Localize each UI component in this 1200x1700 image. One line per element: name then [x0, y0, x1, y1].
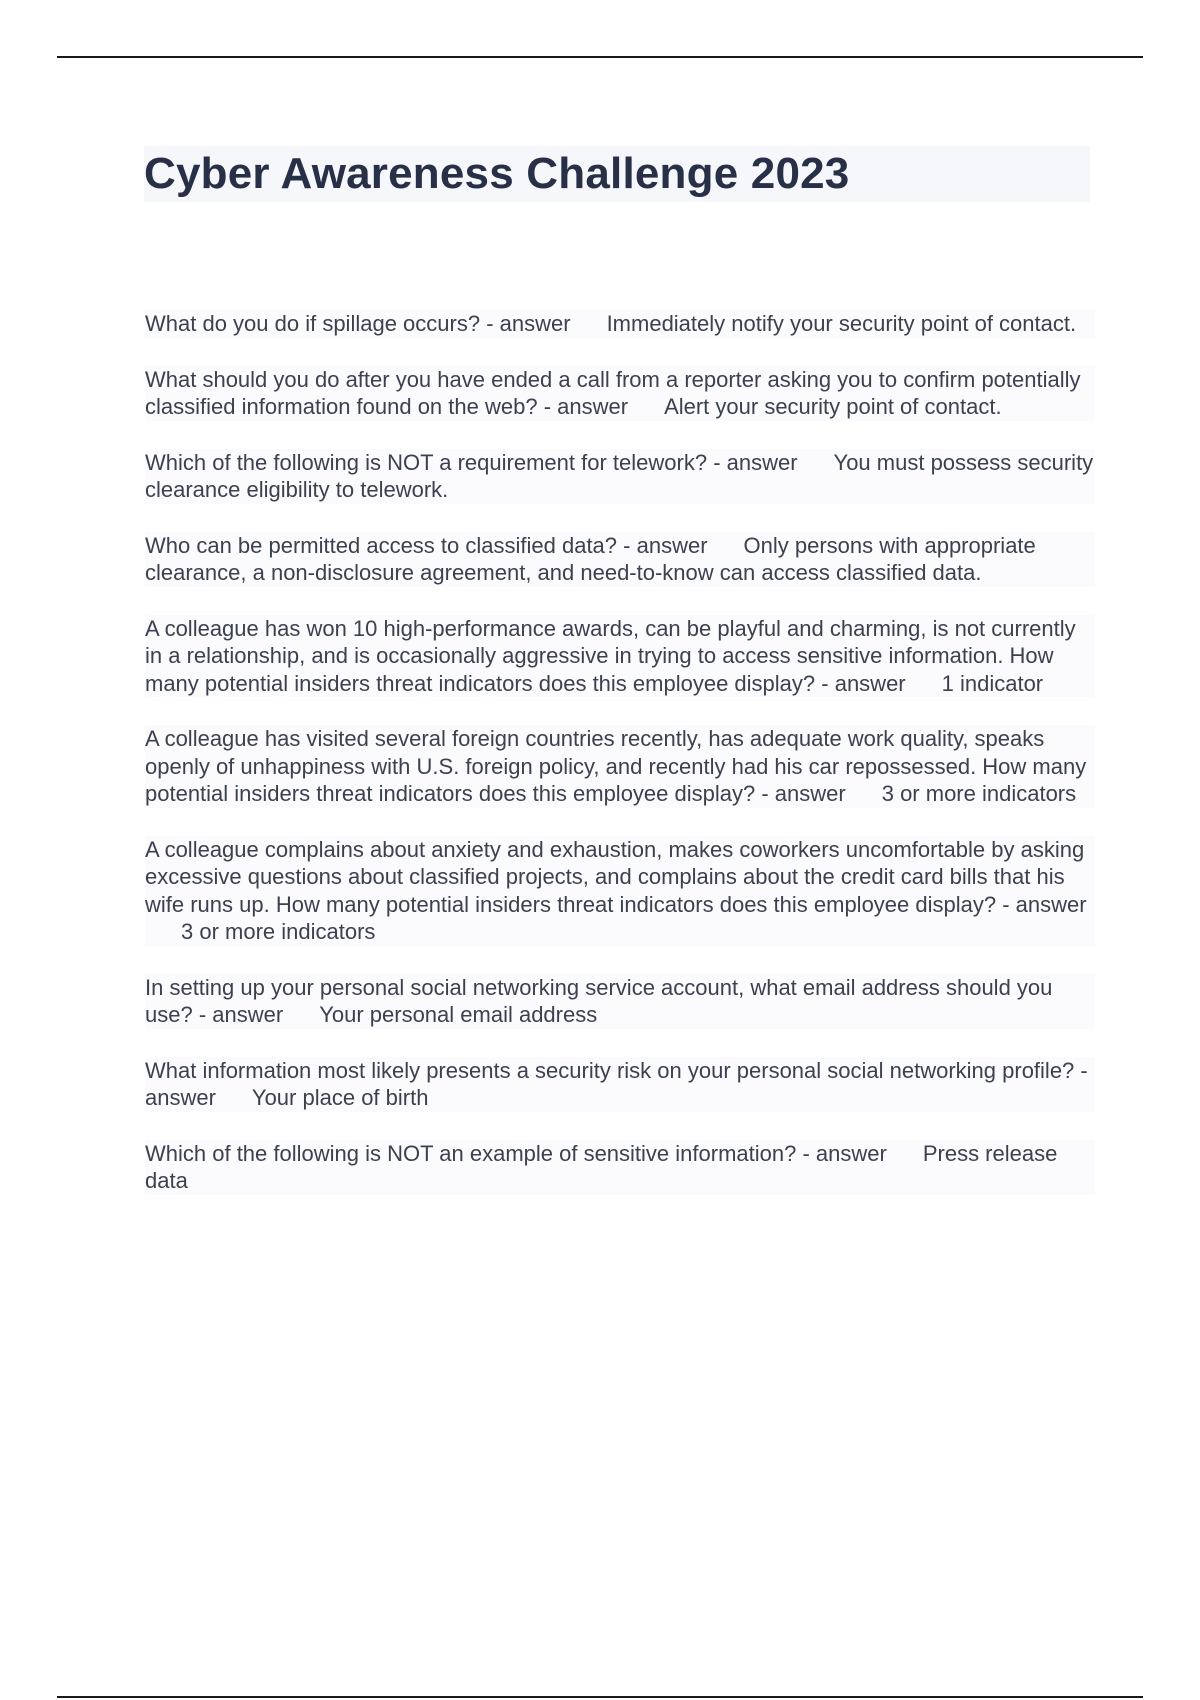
answer-text: 3 or more indicators	[181, 919, 376, 944]
bottom-divider	[57, 1696, 1143, 1698]
answer-text: You must possess security clearance eligibility to telework.	[145, 449, 1094, 502]
qa-item	[145, 725, 1095, 808]
qa-item	[145, 1057, 1095, 1112]
answer-text: Only persons with appropriate clearance, a non-disclosure agreement, and need-to-know can access classified data.	[145, 532, 1036, 585]
question-text: Who can be permitted access to classified data?	[145, 532, 618, 558]
answer-text: Your personal email address	[319, 1002, 598, 1027]
answer-separator: - answer	[713, 449, 798, 475]
qa-item	[145, 366, 1095, 421]
qa-item	[145, 836, 1095, 946]
answer-text: Alert your security point of contact.	[664, 394, 1002, 419]
question-text: Which of the following is NOT a requirement for telework?	[145, 449, 708, 475]
qa-item	[145, 310, 1095, 338]
qa-item	[145, 1140, 1095, 1195]
page-title: Cyber Awareness Challenge 2023	[144, 149, 850, 198]
question-text: What should you do after you have ended a call from a reporter asking you to confirm potentially classified information found on the web?	[145, 366, 1081, 419]
answer-text: 3 or more indicators	[881, 781, 1077, 806]
question-text: A colleague has won 10 high-performance awards, can be playful and charming, is not currently in a relationship, and is occasionally aggressive in trying to access sensitive information. How many potential insiders threat indicators does this employee display?	[145, 615, 1076, 696]
question-text: A colleague complains about anxiety and exhaustion, makes coworkers uncomfortable by asking excessive questions about classified projects, and complains about the credit card bills that his wife runs up. How many potential insiders threat indicators does this employee display?	[145, 836, 1085, 917]
answer-text: Press release data	[145, 1140, 1058, 1193]
answer-text: Immediately notify your security point of contact.	[606, 311, 1077, 336]
top-divider	[57, 56, 1143, 58]
answer-separator: - answer	[198, 1002, 284, 1027]
qa-item	[145, 974, 1095, 1029]
answer-separator: - answer	[145, 1057, 1088, 1110]
answer-text: Your place of birth	[251, 1085, 429, 1110]
answer-text: 1 indicator	[941, 670, 1044, 696]
question-text: Which of the following is NOT an example of sensitive information?	[145, 1140, 797, 1166]
answer-separator: - answer	[623, 532, 708, 558]
qa-item	[145, 615, 1095, 698]
qa-item	[145, 532, 1095, 587]
answer-separator: - answer	[802, 1140, 887, 1166]
answer-separator: - answer	[486, 311, 571, 336]
answer-separator: - answer	[761, 781, 846, 806]
question-text: What do you do if spillage occurs?	[145, 311, 481, 336]
question-text: In setting up your personal social networking service account, what email address should you use?	[145, 974, 1053, 1027]
answer-separator: - answer	[821, 670, 906, 696]
answer-separator: - answer	[543, 394, 629, 419]
answer-separator: - answer	[1002, 891, 1087, 917]
question-text: What information most likely presents a security risk on your personal social networking profile?	[145, 1057, 1075, 1083]
qa-item	[145, 449, 1095, 504]
qa-list	[145, 310, 1095, 1223]
question-text: A colleague has visited several foreign countries recently, has adequate work quality, speaks openly of unhappiness with U.S. foreign policy, and recently had his car repossessed. How many potential insiders threat indicators does this employee display?	[145, 726, 1087, 806]
